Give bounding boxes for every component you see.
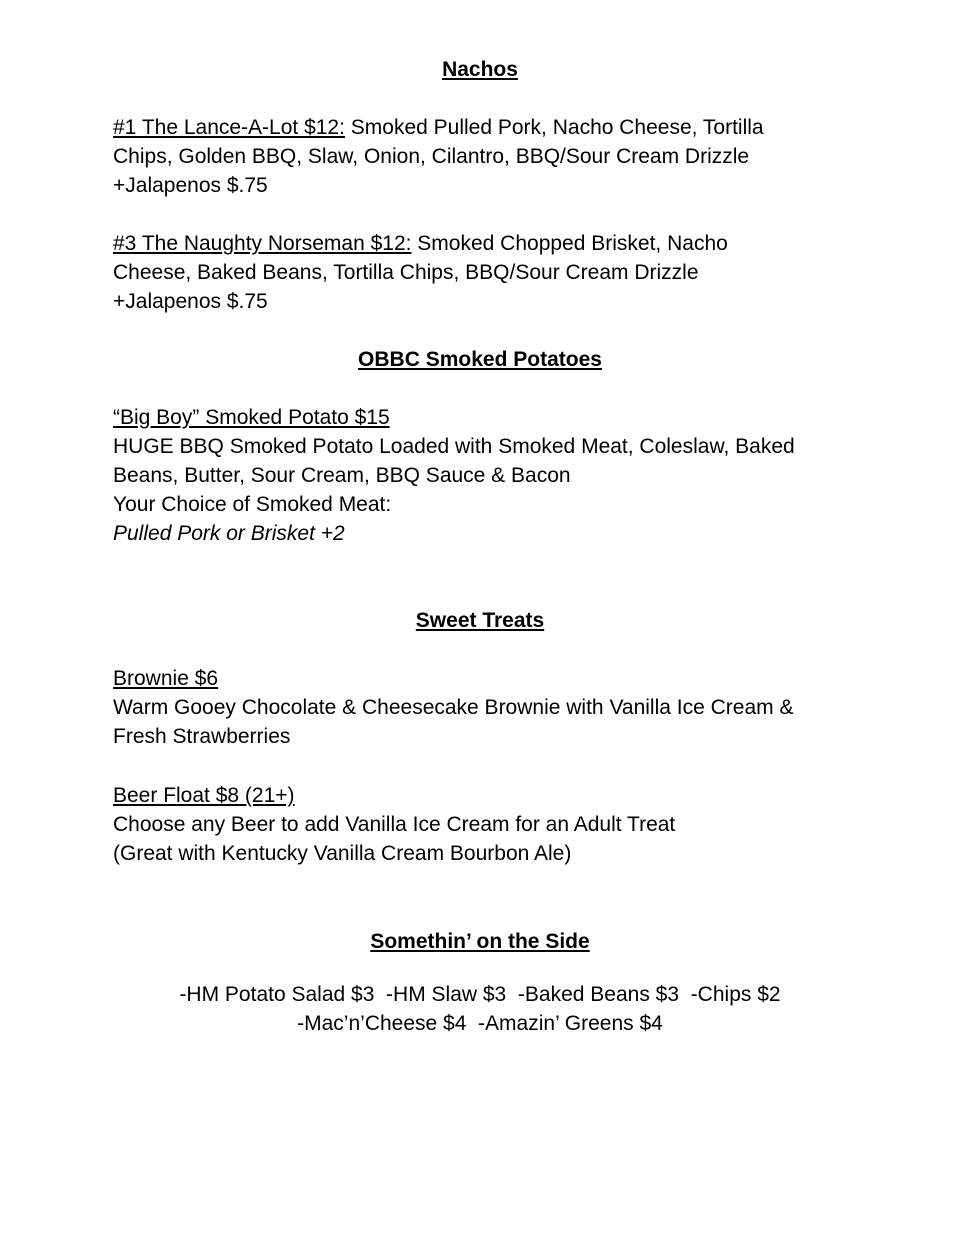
item-description: Warm Gooey Chocolate & Cheesecake Brownie with Vanilla Ice Cream & <box>113 696 794 719</box>
item-title: Brownie $6 <box>113 667 219 690</box>
item-description: Choose any Beer to add Vanilla Ice Cream for an Adult Treat <box>113 813 676 836</box>
item-title: #3 The Naughty Norseman $12: <box>113 232 412 255</box>
menu-item-big-boy-potato <box>113 403 843 548</box>
item-description-cont: Chips, Golden BBQ, Slaw, Onion, Cilantro, BBQ/Sour Cream Drizzle <box>113 145 750 168</box>
sides-heading: Somethin’ on the Side <box>370 930 590 953</box>
item-description-cont: (Great with Kentucky Vanilla Cream Bourbon Ale) <box>113 842 572 865</box>
sides-line: -Mac’n’Cheese $4 -Amazin’ Greens $4 <box>297 1012 663 1035</box>
potatoes-heading: OBBC Smoked Potatoes <box>358 348 602 371</box>
sides-line: -HM Potato Salad $3 -HM Slaw $3 -Baked Beans $3 -Chips $2 <box>179 983 781 1006</box>
item-description: Smoked Chopped Brisket, Nacho <box>411 232 728 255</box>
item-description: HUGE BBQ Smoked Potato Loaded with Smoked Meat, Coleslaw, Baked <box>113 435 795 458</box>
sides-list <box>0 980 960 1038</box>
item-line <box>113 229 843 258</box>
item-title: #1 The Lance-A-Lot $12: <box>113 116 345 139</box>
item-description-cont: Fresh Strawberries <box>113 725 291 748</box>
item-addon: +Jalapenos $.75 <box>113 290 268 313</box>
nachos-heading: Nachos <box>442 58 518 81</box>
sweets-heading: Sweet Treats <box>415 609 545 632</box>
item-choice-options: Pulled Pork or Brisket +2 <box>113 522 345 545</box>
menu-item-beer-float <box>113 781 843 868</box>
item-line <box>113 113 843 142</box>
menu-item-naughty-norseman <box>113 229 843 316</box>
item-choice-label: Your Choice of Smoked Meat: <box>113 493 392 516</box>
item-title: Beer Float $8 (21+) <box>113 784 295 807</box>
item-addon: +Jalapenos $.75 <box>113 174 268 197</box>
item-description-cont: Beans, Butter, Sour Cream, BBQ Sauce & Bacon <box>113 464 571 487</box>
menu-item-brownie <box>113 664 843 751</box>
item-description: Smoked Pulled Pork, Nacho Cheese, Tortilla <box>344 116 764 139</box>
item-description-cont: Cheese, Baked Beans, Tortilla Chips, BBQ/Sour Cream Drizzle <box>113 261 699 284</box>
item-title: “Big Boy” Smoked Potato $15 <box>113 406 390 429</box>
menu-item-lance-a-lot <box>113 113 843 200</box>
